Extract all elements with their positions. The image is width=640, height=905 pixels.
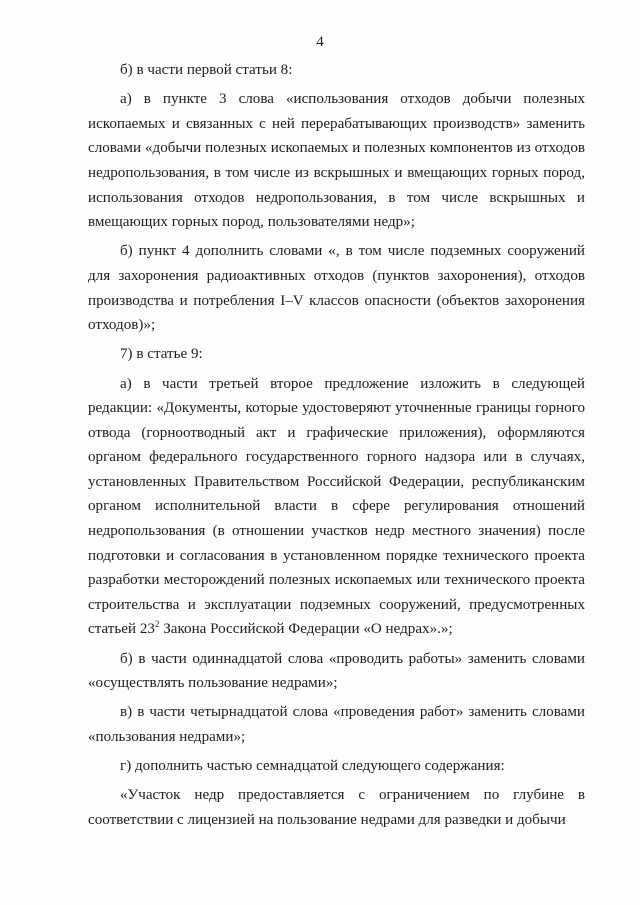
paragraph-quote-start: «Участок недр предоставляется с ограничением по глубине в соответствии с лицензией на пользование недрами для разведки и добычи <box>88 787 585 828</box>
page-number: 4 <box>316 34 324 50</box>
paragraph-9-v: в) в части четырнадцатой слова «проведения работ» заменить словами «пользования недрами»; <box>88 704 585 745</box>
article-superscript: 2 <box>154 619 160 630</box>
paragraph-8-a: а) в пункте 3 слова «использования отходов добычи полезных ископаемых и связанных с ней перерабатывающих производств» заменить словами «добычи полезных ископаемых и полезных компонентов из отходов недропользования, в том числе из вскрышных и вмещающих горных пород, использования отходов недропользования, в том числе вскрышных и вмещающих горных пород, пользователями недр»; <box>88 91 585 231</box>
document-body <box>88 58 585 837</box>
paragraph-9-a-tail: Закона Российской Федерации «О недрах».»; <box>159 621 453 638</box>
paragraph-9-b: б) в части одиннадцатой слова «проводить работы» заменить словами «осуществлять пользование недрами»; <box>88 650 585 692</box>
paragraph-article-8-heading: б) в части первой статьи 8: <box>120 62 293 78</box>
paragraph-article-9-heading: 7) в статье 9: <box>120 346 203 363</box>
paragraph-8-b: б) пункт 4 дополнить словами «, в том числе подземных сооружений для захоронения радиоактивных отходов (пунктов захоронения), отходов производства и потребления I–V классов опасности (объектов захоронения отходов)»; <box>88 243 585 334</box>
paragraph-9-a-text: а) в части третьей второе предложение изложить в следующей редакции: «Документы, которые удостоверяют уточненные границы горного отвода (горноотводный акт и графические приложения), оформляются органом федерального государственного горного надзора или в случаях, установленных Правительством Российской Федерации, республиканским органом исполнительной власти в сфере регулирования отношений недропользования (в отношении участков недр местного значения) после подготовки и согласования в установленном порядке технического проекта разработки месторождений полезных ископаемых или технического проекта строительства и эксплуатации подземных сооружений, предусмотренных статьей 23 <box>88 375 585 638</box>
paragraph-9-g: г) дополнить частью семнадцатой следующего содержания: <box>120 758 505 775</box>
paragraph-9-a <box>88 372 585 643</box>
